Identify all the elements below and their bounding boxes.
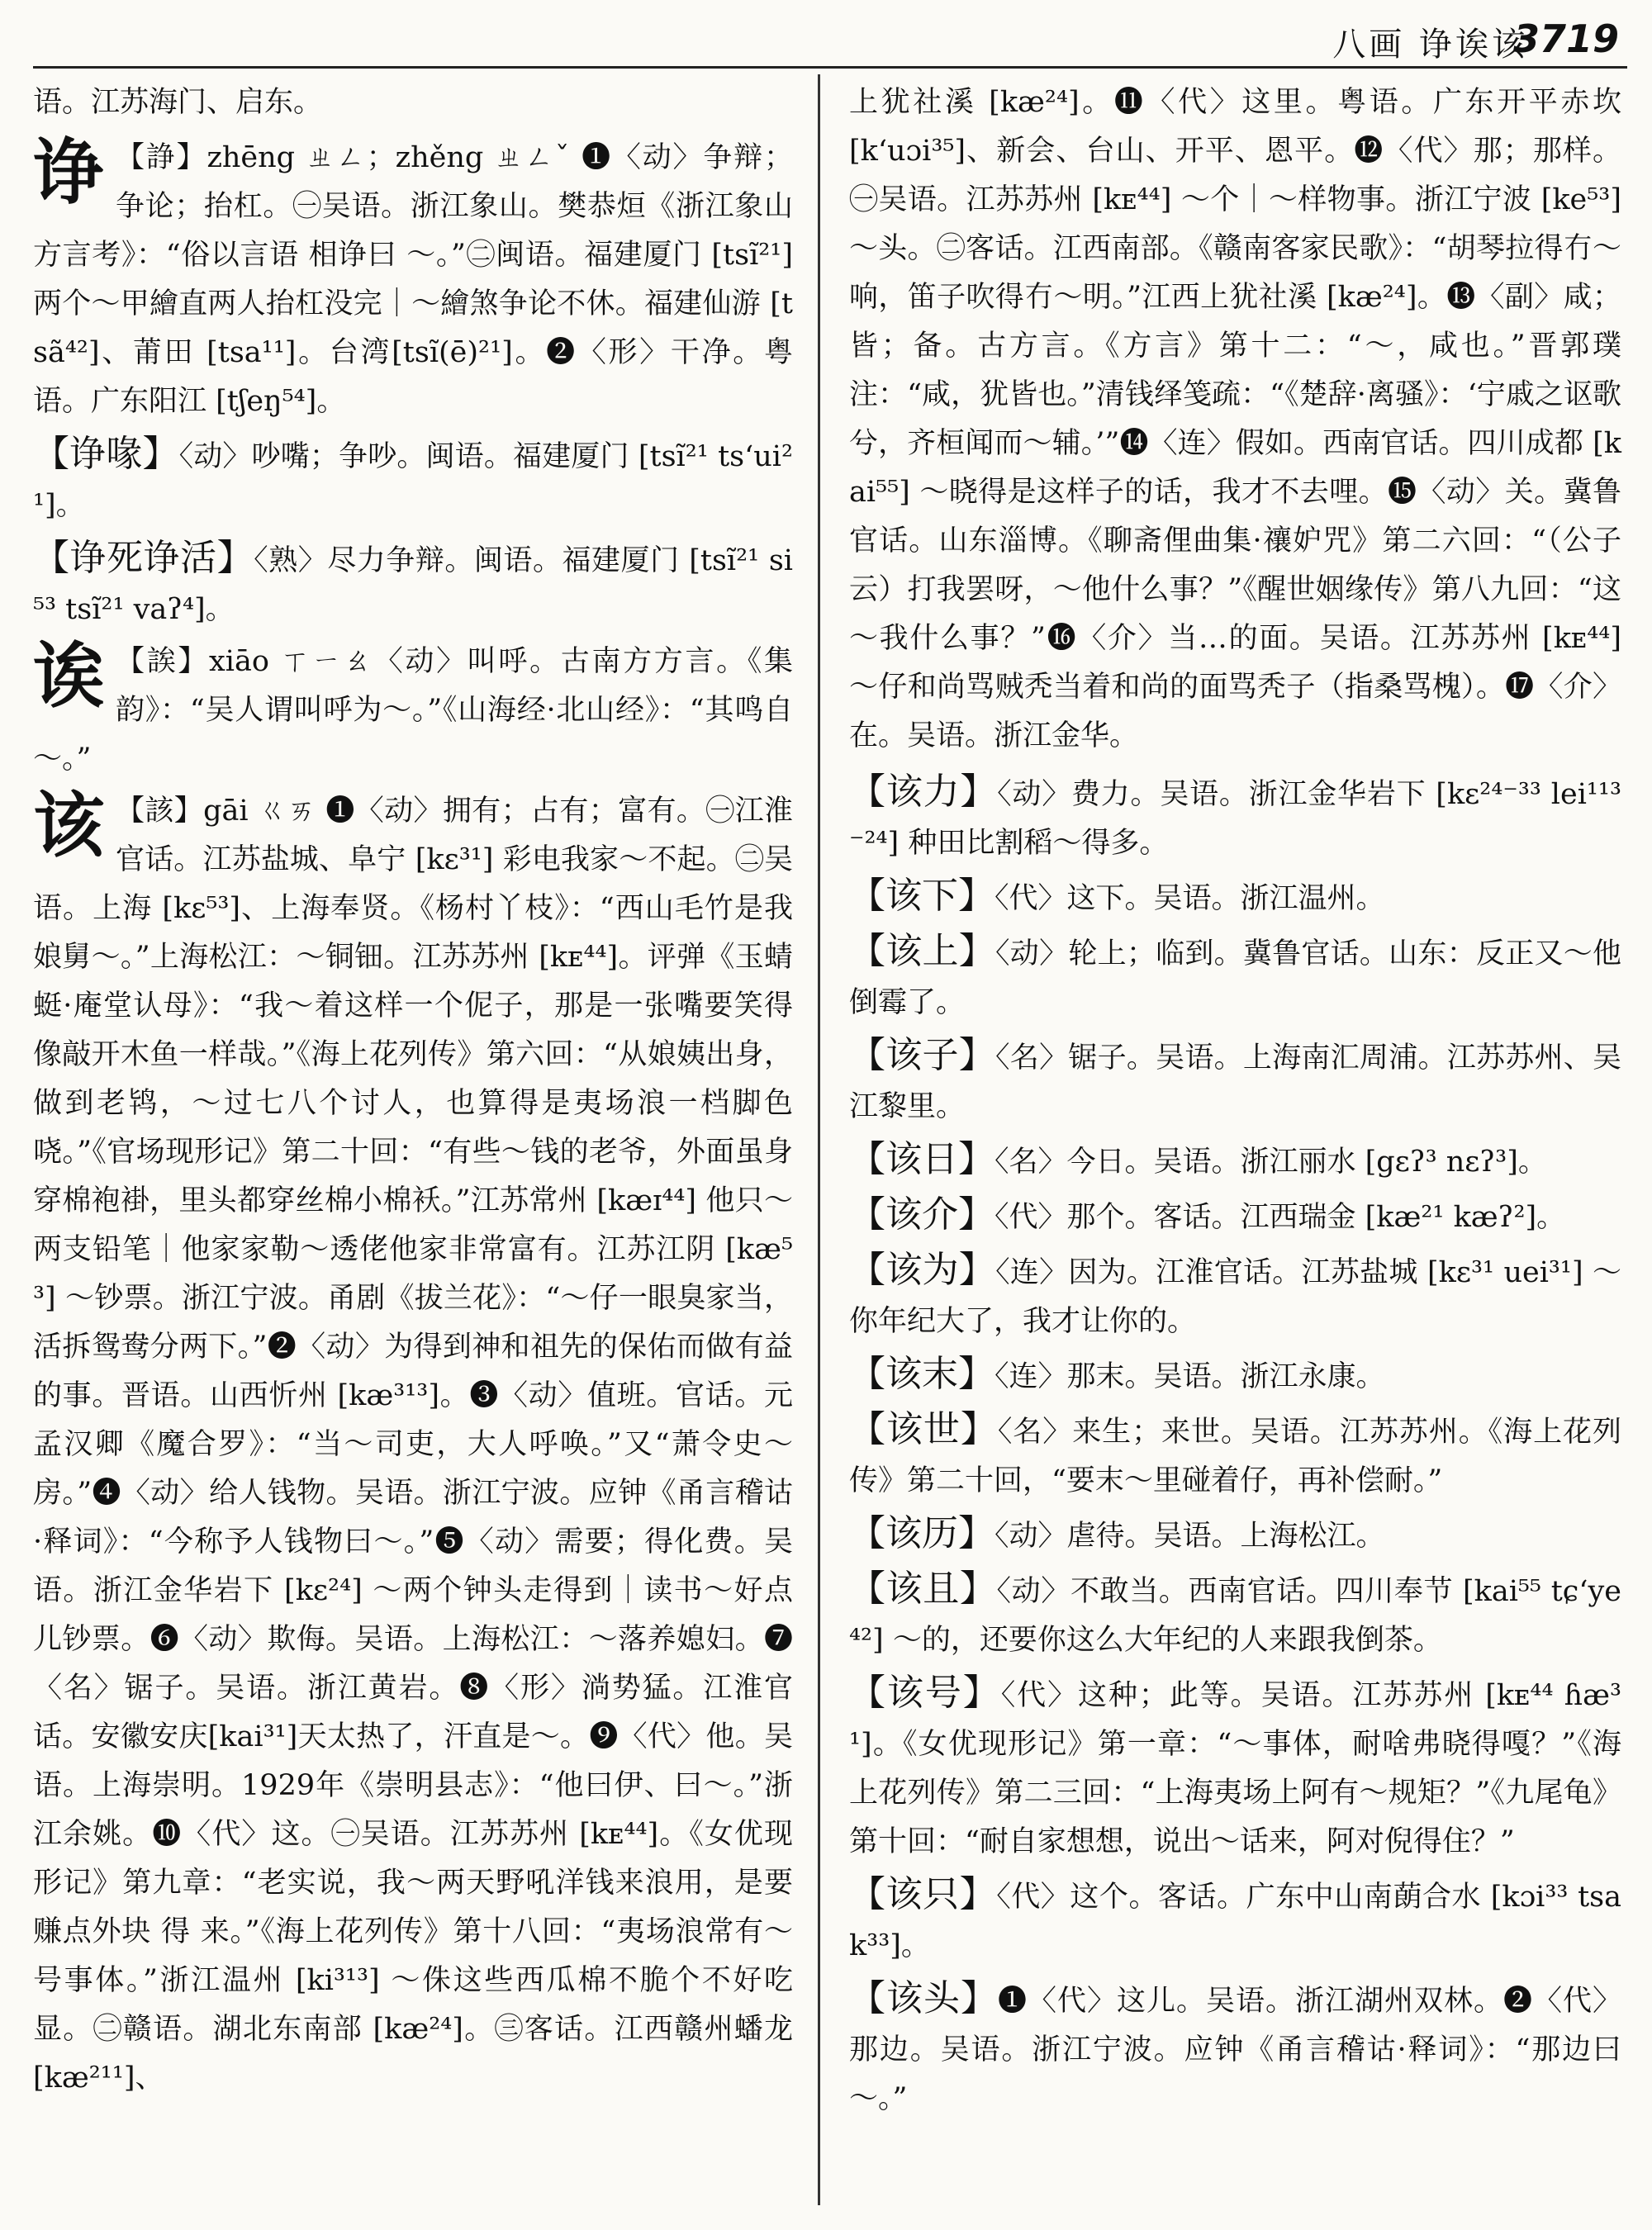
- dictionary-entry: [849, 1668, 1621, 1867]
- entry-text: 〈名〉今日。吴语。浙江丽水 [gεʔ³ nεʔ³]。: [995, 1146, 1547, 1179]
- headword-char: 该: [33, 784, 104, 867]
- dictionary-entry: [33, 130, 793, 426]
- entry-text: 〈动〉轮上；临到。冀鲁官话。山东：反正又～他倒霉了。: [849, 937, 1621, 1019]
- entry-text: 〈代〉这下。吴语。浙江温州。: [995, 882, 1385, 915]
- column-divider: [818, 74, 820, 2205]
- entry-text: 〈名〉来生；来世。吴语。江苏苏州。《海上花列传》第二十回，“要末～里碰着仔，再补偿耐。”: [849, 1416, 1621, 1497]
- entry-text: 〈代〉那个。客话。江西瑞金 [kæ²¹ kæʔ²]。: [995, 1201, 1566, 1234]
- entry-text: 〈熟〉尽力争辩。闽语。福建厦门 [tsĩ²¹ si⁵³ tsĩ²¹ vaʔ⁴]。: [33, 544, 793, 626]
- dictionary-entry: [849, 1870, 1621, 1971]
- entry-text: 〈代〉这个。客话。广东中山南蓢合水 [kɔi³³ tsak³³]。: [849, 1881, 1621, 1962]
- running-head: 八画 诤诶该: [1332, 26, 1528, 64]
- entry-text: 语。江苏海门、启东。: [33, 86, 323, 119]
- headword: 【该号】: [849, 1672, 1001, 1714]
- dictionary-entry: [849, 1974, 1621, 2123]
- headword: 【该日】: [849, 1138, 995, 1180]
- dictionary-entry: [33, 534, 793, 634]
- entry-text: 【誒】xiāo ㄒㄧㄠ〈动〉叫呼。古南方方言。《集韵》：“吴人谓叫呼为～。”《山海经·北山经》：“其鸣自～。”: [33, 645, 793, 776]
- headword: 【该为】: [849, 1249, 996, 1291]
- headword: 【该头】: [849, 1977, 998, 2019]
- entry-text: 上犹社溪 [kæ²⁴]。⓫〈代〉这里。粤语。广东开平赤坎 [k‘uɔi³⁵]、新会、台山、开平、恩平。⓬〈代〉那；那样。㊀吴语。江苏苏州 [kᴇ⁴⁴] ～个｜～样物事。浙江宁波 [ke⁵³] ～头。㊁客话。江西南部。《赣南客家民歌》：“胡琴拉得冇～响，笛子吹得冇～明。”江西上犹社溪 [kæ²⁴]。⓭〈副〉咸；皆；备。古方言。《方言》第十二：“～，咸也。”晋郭璞注：“咸，犹皆也。”清钱绎笺疏：“《楚辞·离骚》：‘宁戚之讴歌兮，齐桓闻而～辅。’”⓮〈连〉假如。西南官话。四川成都 [kai⁵⁵] ～晓得是这样子的话，我才不去哩。⓯〈动〉关。冀鲁官话。山东淄博。《聊斋俚曲集·禳妒咒》第二六回：“（公子云）打我罢呀，～他什么事？”《醒世姻缘传》第八九回：“这～我什么事？”⓰〈介〉当…的面。吴语。江苏苏州 [kᴇ⁴⁴] ～仔和尚骂贼秃当着和尚的面骂秃子（指桑骂槐）。⓱〈介〉在。吴语。浙江金华。: [849, 86, 1621, 752]
- entry-text: 〈名〉锯子。吴语。上海南汇周浦。江苏苏州、吴江黎里。: [849, 1041, 1621, 1123]
- headword: 【诤死诤活】: [33, 537, 254, 579]
- dictionary-entry: [849, 767, 1621, 868]
- headword: 【该下】: [849, 875, 995, 917]
- entry-text: 〈连〉那末。吴语。浙江永康。: [995, 1360, 1385, 1393]
- left-column: [33, 78, 793, 2106]
- dictionary-entry: [849, 1564, 1621, 1665]
- continued-text: [849, 78, 1621, 761]
- headword: 【该子】: [849, 1034, 996, 1076]
- headword: 【诤喙】: [33, 433, 179, 475]
- headword: 【该介】: [849, 1193, 995, 1236]
- headword-char: 诶: [33, 634, 104, 718]
- entry-text: 〈动〉吵嘴；争吵。闽语。福建厦门 [tsĩ²¹ ts‘ui²¹]。: [33, 440, 794, 522]
- entry-text: 〈代〉这种；此等。吴语。江苏苏州 [kᴇ⁴⁴ ɦæ³¹]。《女优现形记》第一章：“～事体，耐啥弗晓得嘎？”《海上花列传》第二三回：“上海夷场上阿有～规矩？”《九尾龟》第十回：“耐自家想想，说出～话来，阿对倪得住？”: [849, 1679, 1622, 1858]
- headword: 【该世】: [849, 1408, 998, 1450]
- header-rule: [33, 66, 1627, 69]
- right-column: [849, 78, 1621, 2127]
- dictionary-entry: [33, 429, 793, 530]
- dictionary-entry: [849, 1135, 1621, 1187]
- headword: 【该只】: [849, 1873, 997, 1915]
- entry-text: 〈动〉费力。吴语。浙江金华岩下 [kε²⁴⁻³³ lei¹¹³⁻²⁴] 种田比割稻～得多。: [849, 778, 1621, 860]
- dictionary-entry: [849, 871, 1621, 923]
- entry-text: 〈连〉因为。江淮官话。江苏盐城 [kε³¹ uei³¹] ～你年纪大了，我才让你的。: [849, 1256, 1621, 1338]
- entry-text: 〈动〉虐待。吴语。上海松江。: [995, 1520, 1385, 1553]
- dictionary-entry: [849, 927, 1621, 1027]
- headword: 【该力】: [849, 771, 998, 813]
- page-header: [0, 10, 1652, 68]
- continued-text: [33, 78, 793, 127]
- dictionary-entry: [849, 1509, 1621, 1561]
- headword: 【该上】: [849, 930, 996, 972]
- entry-text: 【諍】zhēng ㄓㄥ；zhěng ㄓㄥˇ ❶〈动〉争辩；争论；抬杠。㊀吴语。浙江象山。樊恭烜《浙江象山方言考》：“俗以言语 相诤曰 ～。”㊁闽语。福建厦门 [tsĩ²¹] 两个～甲繪直两人抬杠没完｜～繪煞争论不休。福建仙游 [tsã⁴²]、莆田 [tsa¹¹]。台湾[tsĩ(ē)²¹]。❷〈形〉干净。粤语。广东阳江 [tʃeŋ⁵⁴]。: [33, 141, 793, 418]
- entry-text: 【該】gāi ㄍㄞ ❶〈动〉拥有；占有；富有。㊀江淮官话。江苏盐城、阜宁 [kε³¹] 彩电我家～不起。㊁吴语。上海 [kε⁵³]、上海奉贤。《杨村丫枝》：“西山毛竹是我娘舅～。”上海松江：～铜钿。江苏苏州 [kᴇ⁴⁴]。评弹《玉蜻蜓·庵堂认母》：“我～着这样一个伲子，那是一张嘴要笑得像敲开木鱼一样哉。”《海上花列传》第六回：“从娘姨出身，做到老鸨，～过七八个讨人，也算得是夷场浪一档脚色哓。”《官场现形记》第二十回：“有些～钱的老爷，外面虽身穿棉袍褂，里头都穿丝棉小棉袄。”江苏常州 [kæɪ⁴⁴] 他只～两支铅笔｜他家家勒～透佬他家非常富有。江苏江阴 [kæ⁵³] ～钞票。浙江宁波。甬剧《拔兰花》：“～仔一眼臭家当，活拆鸳鸯分两下。”❷〈动〉为得到神和祖先的保佑而做有益的事。晋语。山西忻州 [kæ³¹³]。❸〈动〉值班。官话。元孟汉卿《魔合罗》：“当～司吏，大人呼唤。”又“萧令史～房。”❹〈动〉给人钱物。吴语。浙江宁波。应钟《甬言稽诂·释词》：“今称予人钱物曰～。”❺〈动〉需要；得化费。吴语。浙江金华岩下 [kε²⁴] ～两个钟头走得到｜读书～好点儿钞票。❻〈动〉欺侮。吴语。上海松江：～落养媳妇。❼〈名〉锯子。吴语。浙江黄岩。❽〈形〉淌势猛。江淮官话。安徽安庆[kai³¹]天太热了，汗直是～。❾〈代〉他。吴语。上海崇明。1929年《崇明县志》：“他曰伊、曰～。”浙江余姚。❿〈代〉这。㊀吴语。江苏苏州 [kᴇ⁴⁴]。《女优现形记》第九章：“老实说，我～两天野吼洋钱来浪用，是要赚点外块 得 来。”《海上花列传》第十八回：“夷场浪常有～号事体。”浙江温州 [ki³¹³] ～侏这些西瓜棉不脆个不好吃显。㊁赣语。湖北东南部 [kæ²⁴]。㊂客话。江西赣州蟠龙 [kæ²¹¹]、: [33, 795, 793, 2095]
- dictionary-entry: [849, 1245, 1621, 1346]
- headword: 【该且】: [849, 1568, 997, 1610]
- dictionary-entry: [849, 1190, 1621, 1242]
- dictionary-entry: [849, 1350, 1621, 1402]
- dictionary-entry: [849, 1031, 1621, 1132]
- dictionary-entry: [33, 784, 793, 2103]
- headword: 【该历】: [849, 1512, 995, 1554]
- headword-char: 诤: [33, 130, 104, 214]
- entry-text: ❶〈代〉这儿。吴语。浙江湖州双林。❷〈代〉那边。吴语。浙江宁波。应钟《甬言稽诂·释词》：“那边曰～。”: [849, 1985, 1621, 2115]
- page-number: 3719: [1512, 17, 1619, 61]
- dictionary-entry: [33, 634, 793, 784]
- headword: 【该末】: [849, 1353, 995, 1395]
- entry-text: 〈动〉不敢当。西南官话。四川奉节 [kai⁵⁵ tɕ‘ye⁴²] ～的，还要你这么大年纪的人来跟我倒茶。: [849, 1575, 1621, 1657]
- dictionary-entry: [849, 1405, 1621, 1506]
